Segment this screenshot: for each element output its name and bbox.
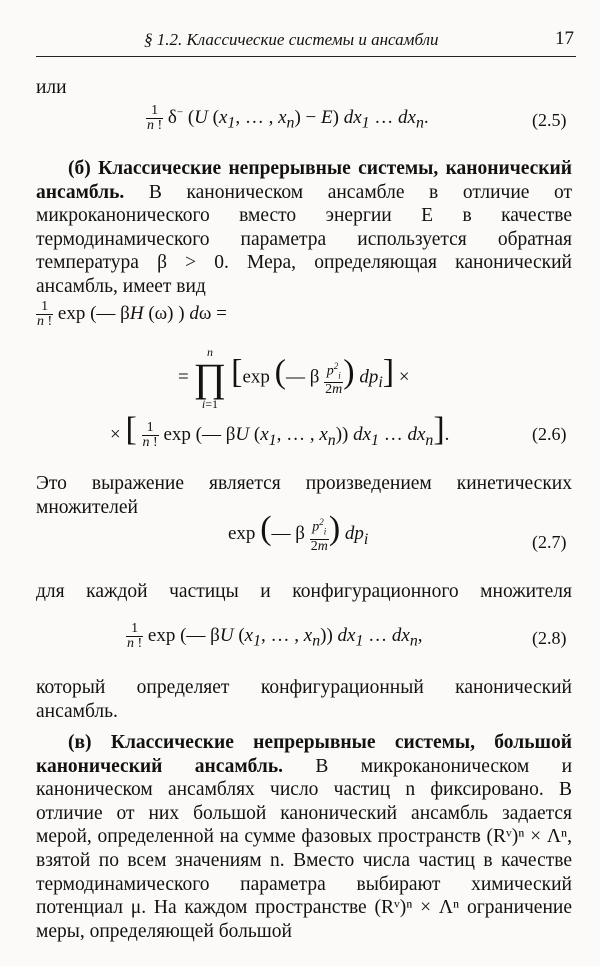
section-b-body: В каноническом ансамбле в отличие от микроканонического вместо энергии E в качестве термодинамического параметра используется обратная температура β > 0. Мера, определяющая канонический ансамбль, имеет вид (36, 181, 572, 297)
section-v-body: В микроканоническом и каноническом ансамблях число частиц n фиксировано. В отличие от них большой канонический ансамбль задается мерой, определенной на сумме фазовых пространств (Rᵛ)ⁿ × Λⁿ, взятой по всем значениям n. Вместо числа частиц в качестве термодинамического параметра выбирают химический потенциал μ. На каждом пространстве (Rᵛ)ⁿ × Λⁿ ограничение меры, определяющей большой (36, 755, 573, 942)
word-ili: или (36, 77, 67, 98)
section-b-title: (б) Классические непрерывные системы, канонический ансамбль. (36, 158, 572, 203)
kinetic-factors-text: Это выражение является произведением кинетических множителей (36, 473, 572, 518)
section-b-paragraph (36, 157, 572, 299)
configuration-text: который определяет конфигурационный канонический ансамбль. (36, 677, 572, 722)
equation-2-5: $\frac{1}{n !}$ δ− (U ($x_1$, … , $x_n) - E$) $dx_1$ … $dx_n$. (147, 103, 429, 133)
equation-2-7-label: (2.7) (532, 532, 567, 552)
equation-2-6-line-1: $\frac{1}{n !}$ exp (— βH (ω) ) dω = (37, 299, 227, 329)
equation-2-8: $\frac{1}{n !}$ exp (— βU ($x_1$, … , $x_n$)) $dx_1$ … $dx_n$, (127, 621, 423, 651)
equation-2-6-line-3: × [ $\frac{1}{n !}$ exp (— βU ($x_1$, … , $x_n$)) $dx_1$ … $dx_n$]. (110, 411, 450, 451)
page-header (36, 26, 576, 57)
equation-2-6-label: (2.6) (532, 424, 567, 444)
section-v-paragraph (36, 731, 572, 943)
each-particle-text: для каждой частицы и конфигурационного множителя (36, 581, 572, 602)
section-v-title: (в) Классические непрерывные системы, большой канонический ансамбль. (36, 732, 572, 777)
equation-2-6-line-2: = n ∏ i=1 [exp (— β $\frac{p^2_i}{2m}$ ) $dp_i$] × (178, 345, 410, 411)
equation-2-8-label: (2.8) (532, 628, 567, 648)
equation-2-5-label: (2.5) (532, 110, 567, 130)
equation-2-7: exp (— β $\frac{p^2_i}{2m}$ ) $dp_i$ (228, 510, 369, 554)
running-title: § 1.2. Классические системы и ансамбли (144, 30, 439, 49)
page-number: 17 (555, 28, 574, 49)
